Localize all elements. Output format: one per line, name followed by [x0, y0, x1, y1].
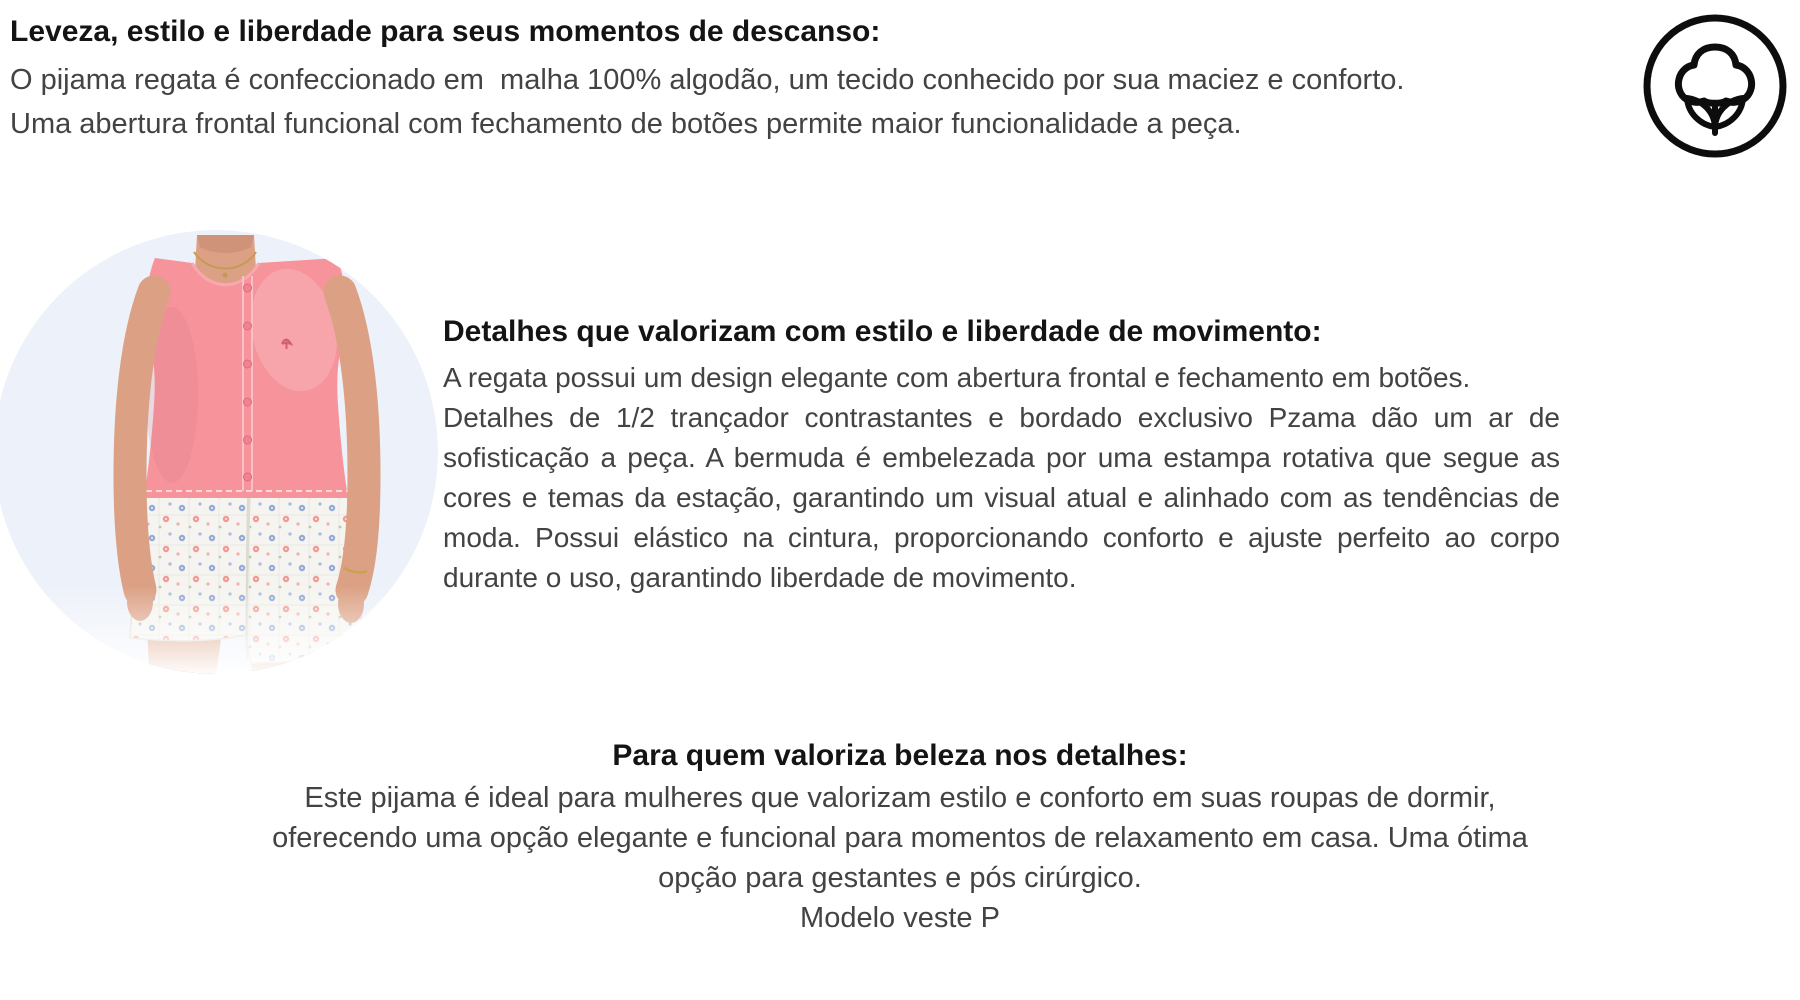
detalhes-line-3: sofisticação a peça. A bermuda é embelezada por uma estampa rotativa que segue as [443, 442, 1560, 473]
cotton-icon [1640, 11, 1790, 161]
photo-bottom-fade [0, 586, 438, 674]
intro-line-2: Uma abertura frontal funcional com fechamento de botões permite maior funcionalidade a peça. [10, 108, 1242, 140]
detalhes-line-6: durante o uso, garantindo liberdade de movimento. [443, 562, 1077, 593]
publico-line-2: oferecendo uma opção elegante e funcional para momentos de relaxamento em casa. Uma ótima [272, 822, 1528, 854]
publico-line-1: Este pijama é ideal para mulheres que valorizam estilo e conforto em suas roupas de dormir, [304, 782, 1496, 814]
publico-section [240, 736, 1560, 938]
publico-heading: Para quem valoriza beleza nos detalhes: [612, 739, 1188, 772]
detalhes-line-4: cores e temas da estação, garantindo um visual atual e alinhado com as tendências de [443, 482, 1560, 513]
publico-line-3: opção para gestantes e pós cirúrgico. [658, 862, 1142, 894]
detalhes-section [443, 312, 1560, 598]
detalhes-heading: Detalhes que valorizam com estilo e liberdade de movimento: [443, 315, 1322, 348]
detalhes-line-1: A regata possui um design elegante com abertura frontal e fechamento em botões. [443, 362, 1471, 393]
publico-line-4: Modelo veste P [800, 902, 1000, 934]
intro-section [10, 12, 1430, 146]
detalhes-line-5: moda. Possui elástico na cintura, proporcionando conforto e ajuste perfeito ao corpo [443, 522, 1560, 553]
model-photo [0, 230, 438, 674]
model-tank-top [144, 258, 348, 498]
detalhes-line-2: Detalhes de 1/2 trançador contrastantes e bordado exclusivo Pzama dão um ar de [443, 402, 1560, 433]
intro-line-1: O pijama regata é confeccionado em malha 100% algodão, um tecido conhecido por sua maciez e conforto. [10, 64, 1405, 96]
cotton-boll-shape [1678, 47, 1751, 103]
cotton-icon-svg [1640, 11, 1790, 161]
intro-heading: Leveza, estilo e liberdade para seus momentos de descanso: [10, 15, 881, 48]
model-photo-svg [0, 230, 438, 674]
